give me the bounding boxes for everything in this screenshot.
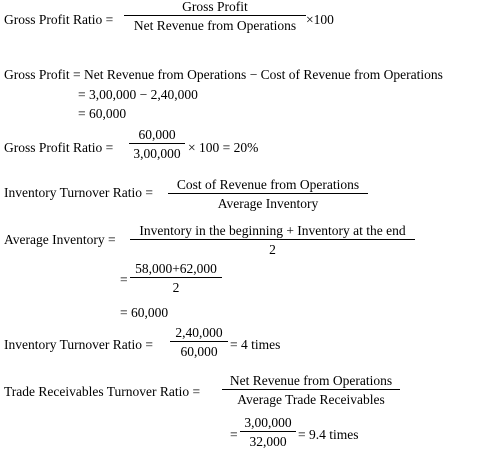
itr-calc-denominator: 60,000 [180, 344, 218, 359]
avg-inventory-fraction [130, 223, 415, 257]
fraction-bar [124, 15, 306, 16]
avg-inventory-calc-equals: = [120, 272, 128, 287]
trr-denominator: Average Trade Receivables [237, 392, 385, 407]
trr-calc-denominator: 32,000 [249, 434, 287, 449]
gp-ratio-calc-denominator: 3,00,000 [133, 146, 181, 161]
avg-inventory-denominator: 2 [269, 242, 276, 257]
fraction-bar [129, 143, 185, 144]
trr-calc-fraction [240, 415, 296, 449]
gp-ratio-fraction [124, 0, 306, 33]
gp-ratio-calc-result: × 100 = 20% [188, 140, 259, 155]
gross-profit-result: = 60,000 [78, 106, 127, 121]
avg-inventory-calc-denominator: 2 [172, 280, 180, 295]
gp-ratio-numerator: Gross Profit [182, 0, 248, 14]
itr-calc-label: Inventory Turnover Ratio = [4, 337, 153, 352]
fraction-bar [222, 389, 400, 390]
gp-ratio-label: Gross Profit Ratio = [4, 12, 114, 27]
itr-calc-result: = 4 times [230, 337, 281, 352]
trr-numerator: Net Revenue from Operations [229, 373, 393, 388]
trr-fraction [222, 373, 400, 407]
gross-profit-substitution: = 3,00,000 − 2,40,000 [78, 87, 198, 102]
trr-label: Trade Receivables Turnover Ratio = [4, 384, 201, 399]
gp-ratio-multiplier: ×100 [306, 12, 334, 27]
itr-label: Inventory Turnover Ratio = [4, 185, 153, 200]
avg-inventory-numerator: Inventory in the beginning + Inventory at the end [139, 223, 406, 238]
itr-numerator: Cost of Revenue from Operations [176, 177, 360, 192]
avg-inventory-label: Average Inventory = [4, 232, 116, 247]
itr-fraction [168, 177, 368, 211]
trr-calc-equals: = [230, 427, 238, 442]
fraction-bar [130, 277, 222, 278]
itr-calc-fraction [170, 325, 228, 359]
avg-inventory-calc-numerator: 58,000+62,000 [135, 261, 217, 276]
itr-denominator: Average Inventory [217, 196, 319, 211]
fraction-bar [130, 239, 415, 240]
fraction-bar [240, 431, 296, 432]
trr-calc-numerator: 3,00,000 [244, 415, 292, 430]
fraction-bar [170, 341, 228, 342]
fraction-bar [168, 193, 368, 194]
avg-inventory-result: = 60,000 [120, 305, 169, 320]
itr-calc-numerator: 2,40,000 [175, 325, 223, 340]
gp-ratio-calc-numerator: 60,000 [138, 127, 176, 142]
gp-ratio-calc-fraction [129, 127, 185, 161]
trr-calc-result: = 9.4 times [298, 427, 359, 442]
gp-ratio-denominator: Net Revenue from Operations [133, 18, 297, 33]
avg-inventory-calc-fraction [130, 261, 222, 295]
gross-profit-formula: Gross Profit = Net Revenue from Operations − Cost of Revenue from Operations [4, 67, 443, 82]
gp-ratio-calc-label: Gross Profit Ratio = [4, 140, 114, 155]
